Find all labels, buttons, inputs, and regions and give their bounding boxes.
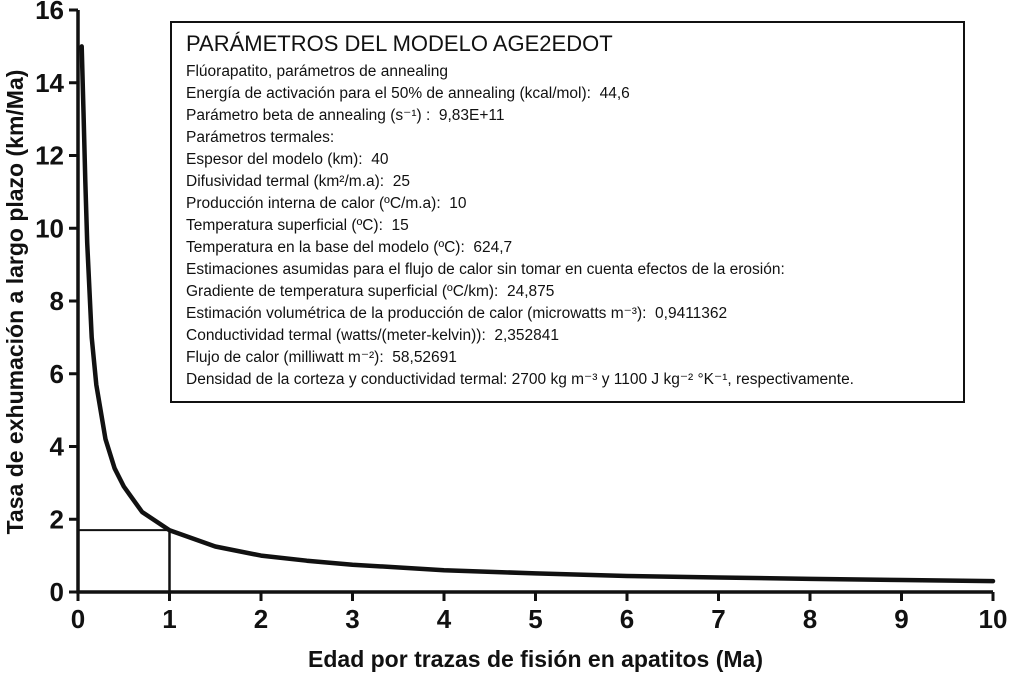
y-tick-label: 2 [49, 504, 64, 535]
y-tick-label: 0 [49, 577, 64, 607]
param-box-lines [186, 61, 949, 391]
x-tick-label: 0 [70, 604, 86, 634]
y-tick-label: 4 [49, 431, 64, 462]
x-tick-label: 9 [894, 604, 909, 634]
x-tick-label: 1 [162, 604, 177, 634]
x-tick-label: 7 [711, 604, 726, 634]
param-line: Temperatura superficial (ºC): 15 [186, 217, 409, 234]
param-line: Densidad de la corteza y conductividad termal: 2700 kg m⁻³ y 1100 J kg⁻² °K⁻¹, respectivamente. [186, 371, 854, 388]
param-line: Estimación volumétrica de la producción de calor (microwatts m⁻³): 0,9411362 [186, 305, 728, 322]
y-tick-label: 14 [35, 67, 64, 98]
y-tick-label: 16 [35, 0, 64, 25]
param-line: Gradiente de temperatura superficial (ºC/km): 24,875 [186, 283, 555, 300]
param-line: Espesor del modelo (km): 40 [186, 151, 389, 168]
y-tick-label: 8 [49, 286, 64, 316]
y-axis-title: Tasa de exhumación a largo plazo (km/Ma) [2, 69, 28, 535]
param-line: Parámetros termales: [186, 129, 335, 146]
y-tick-label: 12 [35, 140, 64, 171]
x-tick-label: 3 [345, 604, 360, 634]
y-tick-label: 10 [35, 213, 64, 244]
x-axis-title: Edad por trazas de fisión en apatitos (Ma) [308, 646, 763, 672]
x-tick-label: 5 [528, 604, 543, 634]
param-line: Flúorapatito, parámetros de annealing [186, 63, 448, 80]
x-tick-label: 8 [802, 604, 818, 634]
param-line: Producción interna de calor (ºC/m.a): 10 [186, 195, 467, 212]
x-tick-label: 4 [436, 604, 452, 634]
model-parameters-box [170, 21, 965, 403]
x-tick-label: 6 [619, 604, 635, 634]
x-tick-label: 10 [978, 604, 1008, 634]
param-line: Temperatura en la base del modelo (ºC): 624,7 [186, 239, 513, 256]
y-tick-label: 6 [49, 358, 64, 389]
param-line: Flujo de calor (milliwatt m⁻²): 58,52691 [186, 349, 457, 366]
param-line: Parámetro beta de annealing (s⁻¹) : 9,83E+11 [186, 107, 505, 124]
param-line: Energía de activación para el 50% de annealing (kcal/mol): 44,6 [186, 85, 630, 102]
param-line: Difusividad termal (km²/m.a): 25 [186, 173, 410, 190]
param-line: Conductividad termal (watts/(meter-kelvin)): 2,352841 [186, 327, 560, 344]
param-box-title: PARÁMETROS DEL MODELO AGE2EDOT [186, 31, 613, 56]
param-line: Estimaciones asumidas para el flujo de calor sin tomar en cuenta efectos de la erosión: [186, 261, 785, 278]
x-tick-label: 2 [253, 604, 269, 634]
